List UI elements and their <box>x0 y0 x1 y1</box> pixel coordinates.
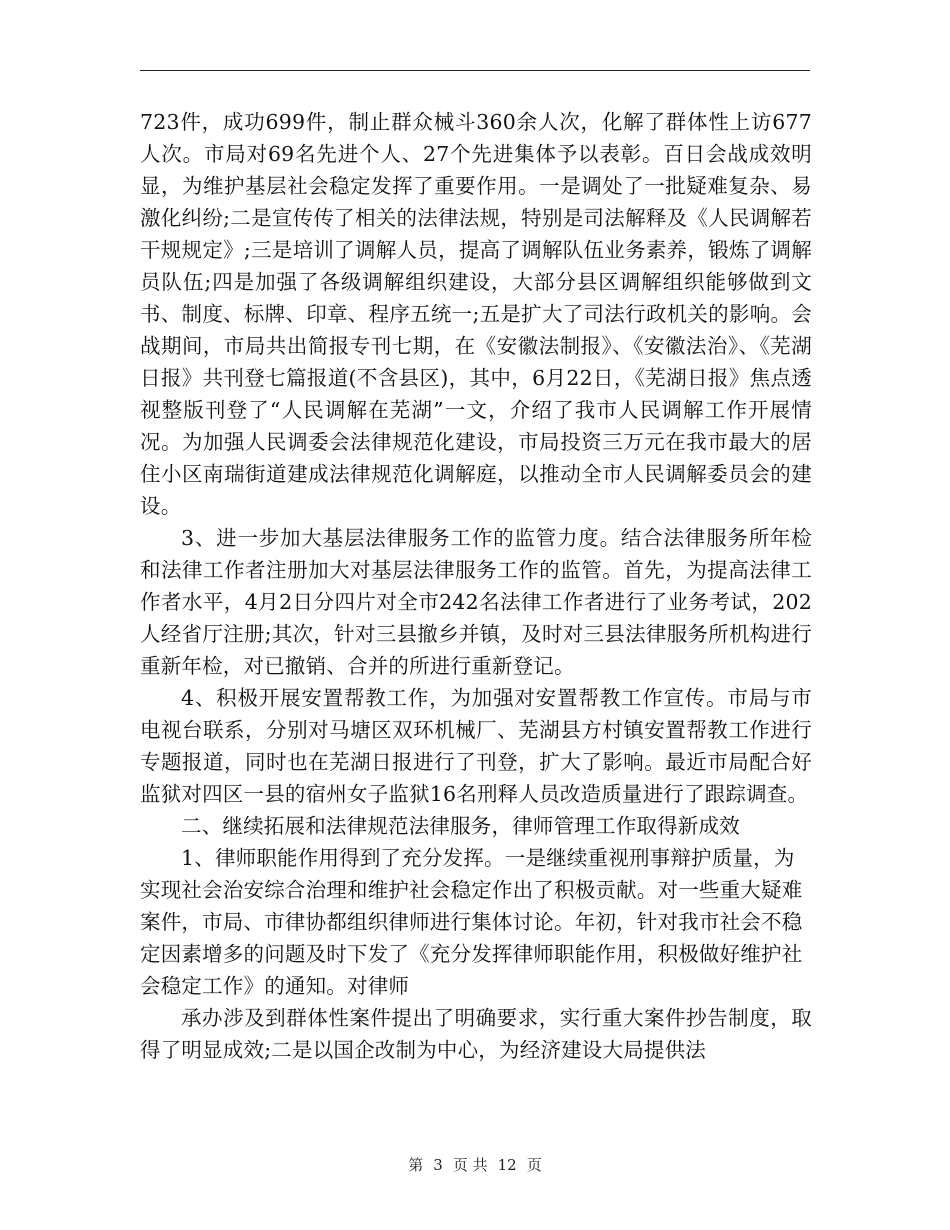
footer-current-page: 3 <box>433 1156 443 1174</box>
paragraph-1: 723件，成功699件，制止群众械斗360余人次，化解了群体性上访677人次。市局对69名先进个人、27个先进集体予以表彰。百日会战成效明显，为维护基层社会稳定发挥了重要作用。一是调处了一批疑难复杂、易激化纠纷;二是宣传传了相关的法律法规，特别是司法解释及《人民调解若干规规定》;三是培训了调解人员，提高了调解队伍业务素养，锻炼了调解员队伍;四是加强了各级调解组织建设，大部分县区调解组织能够做到文书、制度、标牌、印章、程序五统一;五是扩大了司法行政机关的影响。会战期间，市局共出简报专刊七期，在《安徽法制报》、《安徽法治》、《芜湖日报》共刊登七篇报道(不含县区)，其中，6月22日，《芜湖日报》焦点透视整版刊登了“人民调解在芜湖”一文，介绍了我市人民调解工作开展情况。为加强人民调委会法律规范化建设，市局投资三万元在我市最大的居住小区南瑞街道建成法律规范化调解庭，以推动全市人民调解委员会的建设。 <box>140 110 812 518</box>
section-heading-2: 二、继续拓展和法律规范法律服务，律师管理工作取得新成效 <box>181 814 740 838</box>
paragraph-2: 3、进一步加大基层法律服务工作的监管力度。结合法律服务所年检和法律工作者注册加大对基层法律服务工作的监管。首先，为提高法律工作者水平，4月2日分四片对全市242名法律工作者进行了业务考试，202人经省厅注册;其次，针对三县撤乡并镇，及时对三县法律服务所机构进行重新年检，对已撤销、合并的所进行重新登记。 <box>140 526 812 678</box>
footer-total-pages: 12 <box>497 1156 517 1174</box>
footer-middle: 页 共 <box>452 1156 488 1174</box>
footer-prefix: 第 <box>408 1156 424 1174</box>
footer-suffix: 页 <box>526 1156 542 1174</box>
paragraph-3: 4、积极开展安置帮教工作，为加强对安置帮教工作宣传。市局与市电视台联系，分别对马塘区双环机械厂、芜湖县方村镇安置帮教工作进行专题报道，同时也在芜湖日报进行了刊登，扩大了影响。最近市局配合好监狱对四区一县的宿州女子监狱16名刑释人员改造质量进行了跟踪调查。 <box>140 686 812 806</box>
document-body <box>140 106 812 1066</box>
header-rule <box>140 70 810 71</box>
paragraph-5: 承办涉及到群体性案件提出了明确要求，实行重大案件抄告制度，取得了明显成效;二是以国企改制为中心，为经济建设大局提供法 <box>140 1006 812 1062</box>
paragraph-4: 1、律师职能作用得到了充分发挥。一是继续重视刑事辩护质量，为实现社会治安综合治理和维护社会稳定作出了积极贡献。对一些重大疑难案件，市局、市律协都组织律师进行集体讨论。年初，针对我市社会不稳定因素增多的问题及时下发了《充分发挥律师职能作用，积极做好维护社会稳定工作》的通知。对律师 <box>140 846 803 998</box>
page-footer <box>0 1154 950 1175</box>
